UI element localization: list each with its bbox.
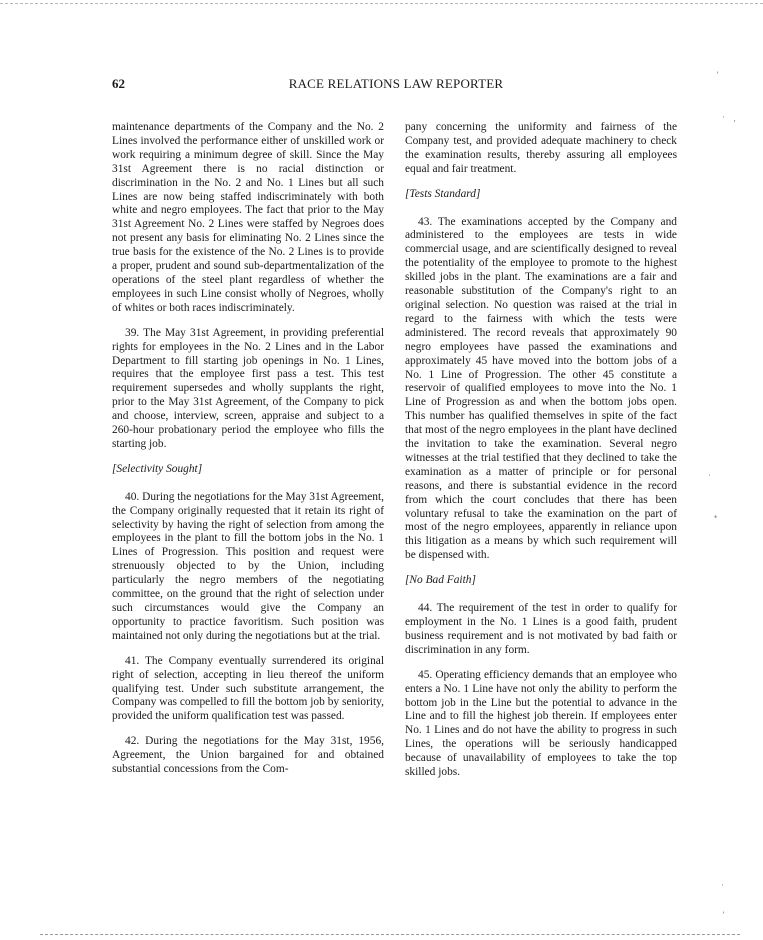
paragraph-44: 44. The requirement of the test in order to qualify for employment in the No. 1 Lines is a good faith, prudent business requirement and is not motivated by bad faith or discrimination in any form. (405, 602, 677, 656)
paragraph-45: 45. Operating efficiency demands that an employee who enters a No. 1 Line have not only the ability to perform the bottom job in the Line but the potential to advance in the Line and to fill the highest job therein. If employees enter No. 1 Lines and do not have the ability to progress in such Lines, the operations will be seriously handicapped because of unavailability of employees to take the top skilled jobs. (405, 668, 677, 779)
page-header (112, 76, 680, 94)
scan-top-edge (0, 3, 763, 4)
paragraph: pany concerning the uniformity and fairness of the Company test, and provided adequate machinery to check the examination results, thereby assuring all employees equal and fair treatment. (405, 121, 677, 175)
section-heading-tests-standard: [Tests Standard] (405, 187, 481, 200)
section-heading-selectivity-sought: [Selectivity Sought] (112, 462, 203, 475)
right-column (405, 121, 677, 791)
paragraph-39: 39. The May 31st Agreement, in providing preferential rights for employees in the No. 2 Lines and in the Labor Department to fill starting job openings in No. 1 Lines, requires that the employee first pass a test. This test requirement supersedes and wholly supplants the right, prior to the May 31st Agreement, of the Company to pick and choose, interview, screen, appraise and subject to a 260-hour probationary period the employee who fills the starting job. (112, 326, 384, 450)
scan-bottom-edge (40, 934, 740, 935)
paragraph: maintenance departments of the Company and the No. 2 Lines involved the performance either of unskilled work or work requiring a minimum degree of skill. Since the May 31st Agreement there is no racial distinction or discrimination in the No. 2 and No. 1 Lines but all such Lines are now being staffed indiscriminately with both white and negro employees. The fact that prior to the May 31st Agreement No. 2 Lines were staffed by Negroes does not present any basis for eliminating No. 2 Lines since the true basis for the existence of the No. 2 Lines is to provide a proper, prudent and sound sub-departmentalization of the operations of the steel plant regardless of whether the employees in such Line consist wholly of Negroes, wholly of whites or both races indiscriminately. (112, 121, 384, 314)
page-number: 62 (112, 76, 125, 91)
running-title: RACE RELATIONS LAW REPORTER (288, 76, 504, 91)
section-heading-no-bad-faith: [No Bad Faith] (405, 574, 476, 587)
paragraph-40: 40. During the negotiations for the May 31st Agreement, the Company originally requested that it retain its right of selectivity by having the right of selection from among the employees in the plant to fill the bottom jobs in the No. 1 Lines of Progression. This position and request were strenuously objected to by the Union, including particularly the negro members of the negotiating committee, on the ground that the right of selection under such circumstances would give the Company an opportunity to practice favoritism. Such position was maintained not only during the negotiations but at the trial. (112, 490, 384, 642)
paragraph-41: 41. The Company eventually surrendered its original right of selection, accepting in lieu thereof the uniform qualifying test. Under such substitute arrangement, the Company was compelled to fill the bottom job by seniority, provided the uniform qualification test was passed. (112, 654, 384, 723)
paragraph-43: 43. The examinations accepted by the Company and administered to the employees are tests in wide commercial usage, and are scientifically designed to reveal the potentiality of the employee to promote to the highest skilled jobs in the plant. The examinations are a fair and reasonable substitution of the Company's right to an original selection. No question was raised at the trial in regard to the fairness with which the tests were administered. The record reveals that approximately 90 negro employees have passed the examinations and approximately 45 have moved into the bottom jobs of a No. 1 Line of Progression. The other 45 constitute a reservoir of qualified employees to move into the No. 1 Line of Progression as and when the bottom jobs open. This number has qualified themselves in spite of the fact that most of the negro employees in the plant have declined the invitation to take the examination. Several negro witnesses at the trial testified that they declined to take the examination as a matter of principle or for personal reasons, and there is substantial evidence in the record from which the court concludes that there has been voluntary refusal to take the examination on the part of most of the negro employees, apparently in reliance upon this litigation as a means by which such requirement will be dispensed with. (405, 215, 677, 562)
paragraph-42: 42. During the negotiations for the May 31st, 1956, Agreement, the Union bargained for and obtained substantial concessions from the Com- (112, 735, 384, 776)
left-column (112, 121, 384, 788)
